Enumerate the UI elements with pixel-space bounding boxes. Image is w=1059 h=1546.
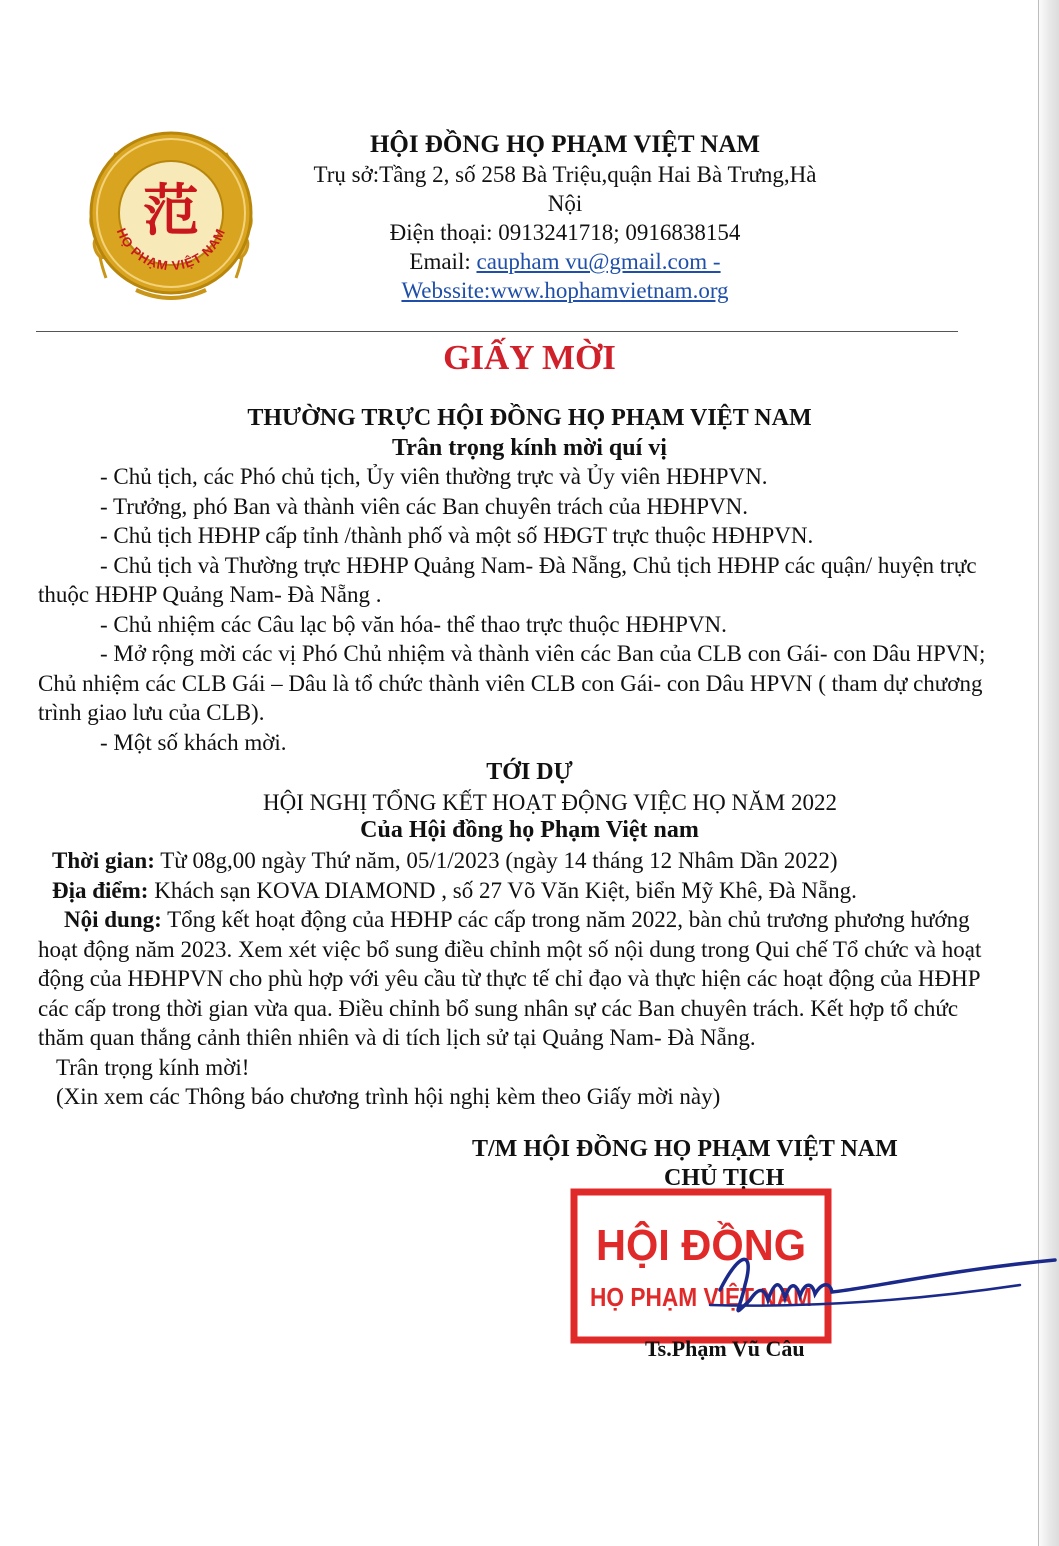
invitee-list <box>38 462 988 757</box>
invitee-item: - Chủ nhiệm các Câu lạc bộ văn hóa- thể thao trực thuộc HĐHPVN. <box>100 611 727 637</box>
place-label: Địa điểm: <box>52 877 149 903</box>
event-host: Của Hội đồng họ Phạm Việt nam <box>360 817 699 843</box>
org-name: HỘI ĐỒNG HỌ PHẠM VIỆT NAM <box>369 131 761 158</box>
email-label: Email: <box>409 249 477 274</box>
invitee-item: - Chủ tịch và Thường trực HĐHP Quảng Nam- Đà Nẵng, Chủ tịch HĐHP các quận/ huyện trực thuộc HĐHP Quảng Nam- Đà Nẵng . <box>38 552 977 607</box>
event-place <box>38 876 988 906</box>
time-label: Thời gian: <box>52 848 155 873</box>
logo-glyph: 范 <box>143 179 199 244</box>
header-divider <box>36 331 958 332</box>
place-value: Khách sạn KOVA DIAMOND , số 27 Võ Văn Kiệt, biển Mỹ Khê, Đà Nẵng. <box>148 877 857 903</box>
invite-subheading: Trân trọng kính mời quí vị <box>392 435 667 461</box>
attend-heading: TỚI DỰ <box>486 759 573 785</box>
event-details <box>38 846 988 1112</box>
invitee-item: - Trưởng, phó Ban và thành viên các Ban chuyên trách của HĐHPVN. <box>100 493 749 519</box>
stamp-line-1: HỘI ĐỒNG <box>596 1221 819 1270</box>
invite-heading: THƯỜNG TRỰC HỘI ĐỒNG HỌ PHẠM VIỆT NAM <box>247 405 812 431</box>
logo-ring-text: HỌ PHẠM VIỆT NAM <box>113 225 229 274</box>
invitee-item: - Một số khách mời. <box>100 729 287 755</box>
closing-note: (Xin xem các Thông báo chương trình hội nghị kèm theo Giấy mời này) <box>56 1084 721 1109</box>
org-website-line <box>300 276 830 305</box>
website-link[interactable]: Webssite:www.hophamvietnam.org <box>401 278 729 303</box>
org-phone: Điện thoại: 0913241718; 0916838154 <box>389 220 741 245</box>
invitee-item: - Chủ tịch HĐHP cấp tỉnh /thành phố và một số HĐGT trực thuộc HĐHPVN. <box>100 523 814 548</box>
closing-regards: Trân trọng kính mời! <box>56 1054 250 1080</box>
signature-position: CHỦ TỊCH <box>664 1165 785 1191</box>
document-title: GIẤY MỜI <box>443 338 616 377</box>
invitee-item: - Chủ tịch, các Phó chủ tịch, Ủy viên thường trực và Ủy viên HĐHPVN. <box>100 464 768 489</box>
content-label: Nội dung: <box>64 907 162 932</box>
stamp-line-2: HỌ PHẠM VIỆT NAM <box>590 1282 812 1312</box>
event-name: HỘI NGHỊ TỔNG KẾT HOẠT ĐỘNG VIỆC HỌ NĂM 2022 <box>263 790 837 815</box>
time-value: Từ 08g,00 ngày Thứ năm, 05/1/2023 (ngày 14 tháng 12 Nhâm Dần 2022) <box>154 848 838 873</box>
letterhead <box>300 130 830 305</box>
org-email-line <box>300 247 830 276</box>
organization-logo <box>76 118 266 308</box>
invitee-item: - Mở rộng mời các vị Phó Chủ nhiệm và thành viên các Ban của CLB con Gái- con Dâu HPVN; Chủ nhiệm các CLB Gái – Dâu là tổ chức thành viên CLB con Gái- con Dâu HPVN ( tham dự chương trình giao lưu của CLB). <box>38 641 986 725</box>
org-address: Trụ sở:Tầng 2, số 258 Bà Triệu,quận Hai Bà Trưng,Hà Nội <box>313 162 817 216</box>
content-value: Tổng kết hoạt động của HĐHP các cấp trong năm 2022, bàn chủ trương phương hướng hoạt động năm 2023. Xem xét việc bổ sung điều chỉnh một số nội dung trong Qui chế Tổ chức và hoạt động của HĐHPVN cho phù hợp với yêu cầu từ thực tế chỉ đạo và thực hiện các hoạt động của HĐHP các cấp trong thời gian vừa qua. Điều chỉnh bổ sung nhân sự các Ban chuyên trách. Kết hợp tổ chức thăm quan thắng cảnh thiên nhiên và di tích lịch sử tại Quảng Nam- Đà Nẵng. <box>38 907 982 1050</box>
email-link[interactable]: caupham vu@gmail.com - <box>476 249 721 274</box>
signer-name: Ts.Phạm Vũ Câu <box>645 1336 805 1361</box>
handwritten-signature <box>690 1230 1059 1340</box>
event-content <box>38 905 988 1053</box>
event-time <box>38 846 988 876</box>
signature-on-behalf: T/M HỘI ĐỒNG HỌ PHẠM VIỆT NAM <box>472 1136 898 1162</box>
